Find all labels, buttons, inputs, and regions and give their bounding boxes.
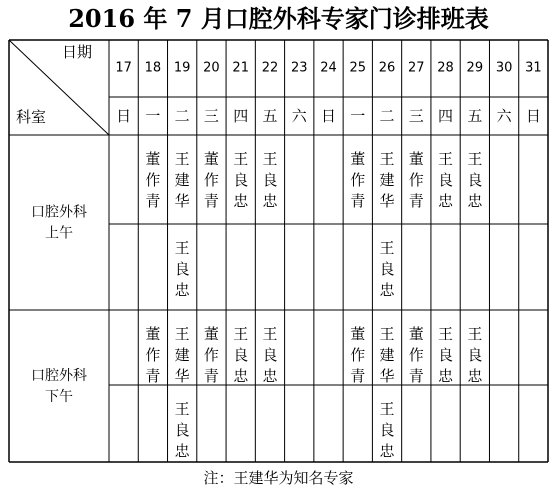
doctor-name-char: 华: [379, 367, 395, 385]
doctor-name-char: 建: [174, 346, 190, 364]
doctor-name-char: 忠: [467, 367, 483, 385]
weekday-cell: 四: [233, 107, 249, 125]
doctor-name-char: 良: [262, 171, 278, 189]
doctor-name-char: 良: [379, 260, 395, 278]
doctor-name-char: 王: [379, 239, 395, 257]
doctor-name-char: 王: [379, 150, 395, 168]
doctor-name-char: 忠: [262, 192, 278, 210]
doctor-name-char: 青: [408, 367, 424, 385]
weekday-cell: 三: [408, 107, 424, 125]
doctor-name-char: 王: [174, 239, 190, 257]
doctor-name-char: 作: [203, 346, 219, 364]
doctor-name-char: 忠: [174, 281, 190, 299]
doctor-name-char: 作: [350, 346, 366, 364]
date-cell: 27: [408, 60, 425, 76]
date-cell: 18: [144, 60, 162, 76]
weekday-cell: 一: [350, 107, 366, 125]
doctor-name-char: 作: [350, 171, 366, 189]
doctor-name-char: 良: [379, 421, 395, 439]
header-dept-label: 科室: [15, 108, 47, 126]
doctor-name-char: 华: [174, 367, 190, 385]
doctor-name-char: 王: [262, 150, 278, 168]
date-cell: 30: [495, 60, 513, 76]
section-label-time: 上午: [45, 225, 73, 242]
doctor-name-char: 王: [174, 400, 190, 418]
doctor-name-char: 忠: [174, 442, 190, 460]
doctor-name-char: 建: [379, 346, 395, 364]
doctor-name-char: 忠: [379, 442, 395, 460]
doctor-name-char: 良: [174, 421, 190, 439]
doctor-name-char: 王: [379, 400, 395, 418]
date-cell: 24: [320, 60, 337, 76]
weekday-cell: 日: [320, 107, 337, 125]
doctor-name-char: 王: [438, 150, 454, 168]
doctor-name-char: 忠: [379, 281, 395, 299]
doctor-name-char: 王: [174, 150, 190, 168]
doctor-name-char: 作: [145, 346, 161, 364]
doctor-name-char: 青: [203, 367, 219, 385]
weekday-cell: 日: [525, 107, 541, 125]
section-label-time: 下午: [45, 389, 73, 405]
doctor-name-char: 青: [350, 192, 366, 210]
doctor-name-char: 良: [233, 346, 249, 364]
section-label: 口腔外科: [31, 368, 87, 384]
doctor-name-char: 王: [379, 325, 395, 343]
weekday-cell: 六: [291, 107, 307, 125]
doctor-name-char: 董: [145, 325, 161, 343]
date-cell: 23: [290, 60, 308, 76]
doctor-name-char: 王: [262, 325, 278, 343]
doctor-name-char: 忠: [438, 192, 454, 210]
doctor-name-char: 王: [233, 150, 249, 168]
weekday-cell: 日: [116, 107, 132, 125]
doctor-name-char: 董: [203, 325, 219, 343]
doctor-name-char: 忠: [233, 367, 249, 385]
doctor-name-char: 忠: [467, 192, 483, 210]
page-title: 2016 年 7 月口腔外科专家门诊排班表: [68, 4, 489, 33]
doctor-name-char: 作: [203, 171, 219, 189]
weekday-cell: 六: [496, 107, 512, 125]
doctor-name-char: 良: [467, 346, 483, 364]
doctor-name-char: 良: [467, 171, 483, 189]
doctor-name-char: 董: [145, 150, 161, 168]
doctor-name-char: 良: [233, 171, 249, 189]
doctor-name-char: 王: [467, 150, 483, 168]
weekday-cell: 一: [145, 107, 161, 125]
weekday-cell: 五: [262, 107, 278, 125]
doctor-name-char: 青: [408, 192, 424, 210]
date-cell: 20: [203, 60, 220, 76]
doctor-name-char: 青: [350, 367, 366, 385]
doctor-name-char: 王: [438, 325, 454, 343]
doctor-name-char: 青: [145, 192, 161, 210]
section-label: 口腔外科: [31, 204, 87, 221]
doctor-name-char: 王: [467, 325, 483, 343]
doctor-name-char: 青: [203, 192, 219, 210]
doctor-name-char: 作: [145, 171, 161, 189]
doctor-name-char: 董: [408, 325, 424, 343]
doctor-name-char: 董: [203, 150, 219, 168]
doctor-name-char: 忠: [262, 367, 278, 385]
doctor-name-char: 良: [438, 346, 454, 364]
weekday-cell: 二: [174, 107, 190, 125]
date-cell: 28: [437, 60, 454, 76]
weekday-cell: 五: [467, 107, 483, 125]
weekday-cell: 四: [438, 107, 454, 125]
weekday-cell: 三: [203, 107, 219, 125]
doctor-name-char: 青: [145, 367, 161, 385]
date-cell: 21: [232, 60, 249, 76]
footnote: 注：王建华为知名专家: [203, 469, 354, 487]
date-cell: 17: [115, 60, 132, 76]
doctor-name-char: 王: [174, 325, 190, 343]
doctor-name-char: 良: [262, 346, 278, 364]
doctor-name-char: 作: [408, 171, 424, 189]
doctor-name-char: 建: [174, 171, 190, 189]
date-cell: 19: [173, 60, 191, 76]
doctor-name-char: 良: [174, 260, 190, 278]
doctor-name-char: 董: [408, 150, 424, 168]
doctor-name-char: 华: [379, 192, 395, 210]
doctor-name-char: 董: [350, 325, 366, 343]
date-cell: 26: [378, 60, 396, 76]
doctor-name-char: 董: [350, 150, 366, 168]
weekday-cell: 二: [379, 107, 395, 125]
doctor-name-char: 建: [379, 171, 395, 189]
doctor-name-char: 忠: [233, 192, 249, 210]
doctor-name-char: 忠: [438, 367, 454, 385]
doctor-name-char: 华: [174, 192, 190, 210]
date-cell: 31: [525, 60, 542, 76]
date-cell: 25: [349, 60, 367, 76]
date-cell: 29: [466, 60, 484, 76]
doctor-name-char: 作: [408, 346, 424, 364]
doctor-name-char: 良: [438, 171, 454, 189]
header-date-label: 日期: [61, 43, 93, 61]
date-cell: 22: [261, 60, 279, 76]
doctor-name-char: 王: [233, 325, 249, 343]
